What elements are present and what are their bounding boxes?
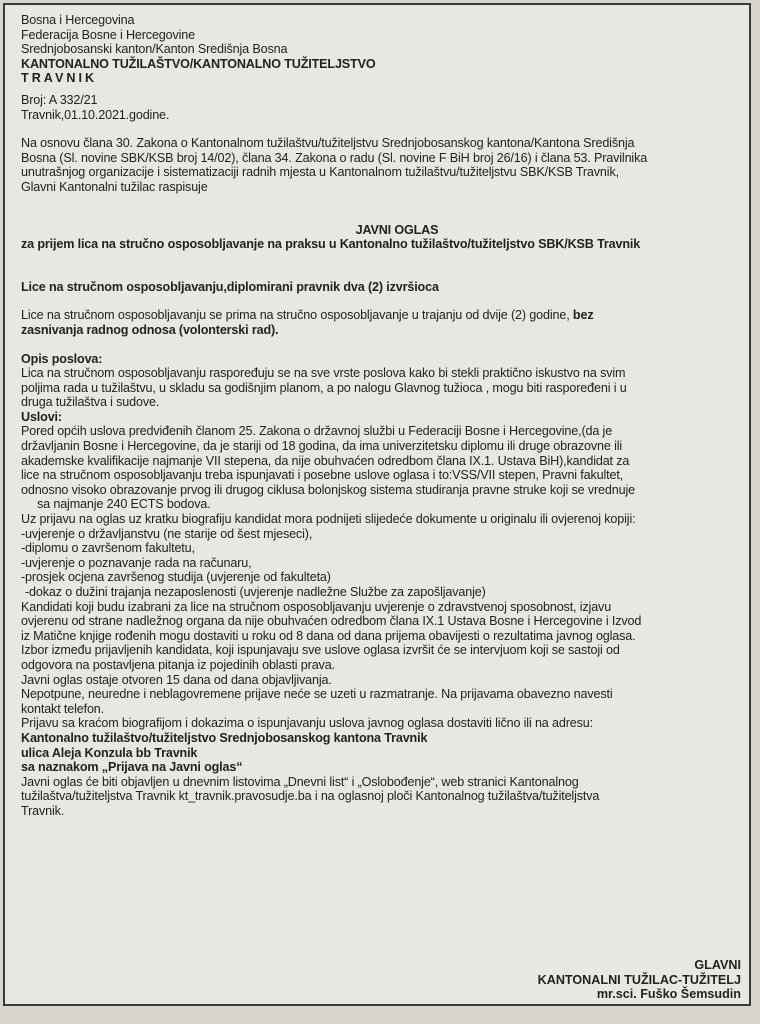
signature-role: KANTONALNI TUŽILAC-TUŽITELJ xyxy=(537,972,741,987)
duration-bold-start: bez xyxy=(572,308,594,323)
conditions-after-line: Izbor između prijavljenih kandidata, koji ispunjavaju sve uslove oglasa izvršit će se intervjuom koji se sastoji od xyxy=(21,643,620,658)
duties-heading: Opis poslova: xyxy=(21,351,103,366)
reference-date: Travnik,01.10.2021.godine. xyxy=(21,107,170,122)
conditions-line: lice na stručnom osposobljavanju treba ispunjavati i posebne uslove oglasa i to:VSS/VII stepen, Pravni fakultet, xyxy=(21,468,624,483)
header-country: Bosna i Hercegovina xyxy=(21,13,135,27)
publication-line: Javni oglas će biti objavljen u dnevnim listovima „Dnevni list“ i „Oslobođenje“, web stranici Kantonalnog xyxy=(21,774,579,789)
conditions-after-line: Javni oglas ostaje otvoren 15 dana od dana objavljivanja. xyxy=(21,672,332,687)
document-item: -prosjek ocjena završenog studija (uvjerenje od fakulteta) xyxy=(21,570,331,585)
intro-line: unutrašnjog organizacije i sistematizaciji radnih mjesta u Kantonalnom tužilaštvu/tužiteljstvu SBK/KSB Travnik, xyxy=(21,165,619,180)
header-federation: Federacija Bosne i Hercegovine xyxy=(21,27,196,42)
intro-line: Bosna (Sl. novine SBK/KSB broj 14/02), člana 34. Zakona o radu (Sl. novine F BiH broj 26/16) i člana 53. Pravilnika xyxy=(21,150,648,165)
conditions-line: Pored općih uslova predviđenih članom 25. Zakona o državnoj službi u Federaciji Bosne i Hercegovine,(da je xyxy=(21,424,613,439)
header-city: TRAVNIK xyxy=(21,71,98,86)
document-item: -uvjerenje o poznavanje rada na računaru, xyxy=(21,555,252,570)
conditions-line: sa najmanje 240 ECTS bodova. xyxy=(37,497,211,512)
signature-name: mr.sci. Fuško Šemsudin xyxy=(596,987,741,1002)
conditions-heading: Uslovi: xyxy=(21,409,62,424)
intro-paragraph xyxy=(21,136,743,194)
document-content xyxy=(21,13,743,819)
intro-line: Na osnovu člana 30. Zakona o Kantonalnom tužilaštvu/tužiteljstvu Srednjobosanskog kantona/Kantona Središnja xyxy=(21,136,635,151)
conditions-after-line: kontakt telefon. xyxy=(21,701,105,716)
conditions-line: akademske kvalifikacije najmanje VII stepena, da nije obuhvaćen odredbom člana IX.1. Ustava BiH),kandidat za xyxy=(21,453,630,468)
conditions-after-line: Kandidati koji budu izabrani za lice na stručnom osposobljavanju uvjerenje o zdravstvenoj sposobnost, izjavu xyxy=(21,599,612,614)
conditions-after-line: ovjerenu od strane nadležnog organa da nije obuhvaćen odredbom člana IX.1 Ustava Bosne i Hercegovine i Izvod xyxy=(21,614,642,629)
conditions-after-line: Prijavu sa kraćom biografijom i dokazima o ispunjavanju uslova javnog oglasa dostaviti lično ili na adresu: xyxy=(21,716,593,731)
duration-text: Lice na stručnom osposobljavanju se prima na stručno osposobljavanje u trajanju od dvije (2) godine, xyxy=(21,308,570,323)
intro-line: Glavni Kantonalni tužilac raspisuje xyxy=(21,179,208,194)
publication-line: Travnik. xyxy=(21,803,65,818)
publication-line: tužilaštva/tužiteljstva Travnik kt_travnik.pravosudje.ba i na oglasnoj ploči Kantonalnog tužilaštva/tužiteljstva xyxy=(21,789,600,804)
document-item: -uvjerenje o državljanstvu (ne starije od šest mjeseci), xyxy=(21,526,313,541)
duties-line: poljima rada u tužilaštvu, u skladu sa godišnjim planom, a po nalogu Glavnog tužioca , mogu biti raspoređeni i u xyxy=(21,380,627,395)
notice-title: JAVNI OGLAS xyxy=(355,222,439,237)
address-street: ulica Aleja Konzula bb Travnik xyxy=(21,745,198,760)
conditions-after-line: Nepotpune, neuredne i neblagovremene prijave neće se uzeti u razmatranje. Na prijavama obavezno navesti xyxy=(21,687,613,702)
reference-number: Broj: A 332/21 xyxy=(21,92,98,107)
signature-title: GLAVNI xyxy=(694,958,741,972)
conditions-line: odnosno visoko obrazovanje prvog ili drugog ciklusa bolonjskog sistema studiranja pravne struke koji se vrednuje xyxy=(21,482,635,497)
notice-subtitle: za prijem lica na stručno osposobljavanje na praksu u Kantonalno tužilaštvo/tužiteljstvo SBK/KSB Travnik xyxy=(21,237,641,252)
document-item: -diplomu o završenom fakultetu, xyxy=(21,541,195,556)
header-canton: Srednjobosanski kanton/Kanton Središnja Bosna xyxy=(21,42,288,57)
duration-bold-end: zasnivanja radnog odnosa (volonterski rad). xyxy=(21,322,279,337)
header-institution: KANTONALNO TUŽILAŠTVO/KANTONALNO TUŽITELJSTVO xyxy=(21,56,376,71)
address-institution: Kantonalno tužilaštvo/tužiteljstvo Srednjobosanskog kantona Travnik xyxy=(21,730,428,745)
document-page xyxy=(3,3,751,1006)
duration-paragraph xyxy=(21,308,743,337)
duties-line: druga tužilaštva i sudove. xyxy=(21,395,160,410)
document-item: -dokaz o dužini trajanja nezaposlenosti (uvjerenje nadležne Službe za zapošljavanje) xyxy=(25,585,486,599)
duties-line: Lica na stručnom osposobljavanju raspoređuju se na sve vrste poslova kako bi stekli praktično iskustvo na svim xyxy=(21,366,626,381)
signature-block xyxy=(538,958,741,1002)
position-title: Lice na stručnom osposobljavanju,diplomirani pravnik dva (2) izvršioca xyxy=(21,279,439,294)
conditions-line: državljanin Bosne i Hercegovine, da je stariji od 18 godina, da ima univerzitetsku diplomu ili druge obrazovne ili xyxy=(21,439,623,454)
conditions-after-line: odgovora na postavljena pitanja iz pojedinih oblasti prava. xyxy=(21,657,335,672)
conditions-after-line: iz Matične knjige rođenih mogu dostaviti u roku od 8 dana od dana prijema obavijesti o rezultatima javnog oglasa. xyxy=(21,628,636,643)
conditions-line: Uz prijavu na oglas uz kratku biografiju kandidat mora podnijeti slijedeće dokumente u originalu ili ovjerenoj kopiji: xyxy=(21,512,636,527)
address-label: sa naznakom „Prijava na Javni oglas“ xyxy=(21,760,243,775)
